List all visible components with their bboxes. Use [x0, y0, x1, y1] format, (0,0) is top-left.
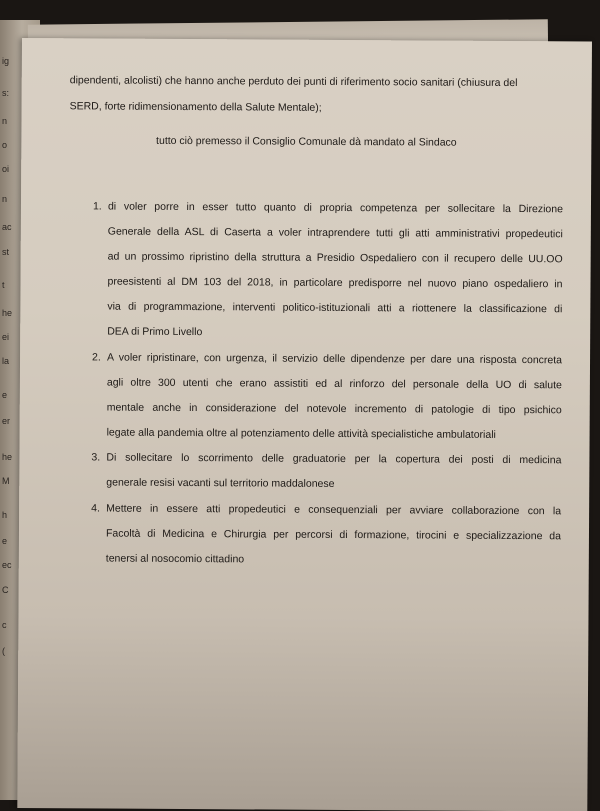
item-line: Generale della ASL di Caserta a voler intraprendere tutti gli atti amministrativi propedeutici: [107, 225, 563, 241]
background-text-fragment: o: [2, 140, 8, 150]
background-text-fragment: C: [2, 585, 9, 595]
item-line: A voler ripristinare, con urgenza, il servizio delle dipendenze per dare una risposta concreta: [107, 351, 563, 367]
item-line: agli oltre 300 utenti che erano assistiti ed al rinforzo del personale della UO di salute: [106, 376, 562, 392]
item-line: generale resisi vacanti sul territorio maddalonese: [106, 476, 335, 490]
background-text-fragment: n: [2, 116, 8, 126]
background-text-fragment: er: [2, 416, 11, 426]
premise-line: tutto ciò premesso il Consiglio Comunale dà mandato al Sindaco: [156, 134, 457, 149]
background-text-fragment: la: [2, 356, 10, 366]
background-text-fragment: he: [2, 452, 13, 462]
item-line: Facoltà di Medicina e Chirurgia per percorsi di formazione, tirocini e specializzazione da: [105, 527, 562, 543]
background-text-fragment: e: [2, 390, 8, 400]
item-number: 2.: [92, 351, 101, 364]
item-line: Di sollecitare lo scorrimento delle graduatorie per la copertura dei posti di medicina: [106, 451, 562, 467]
intro-line: SERD, forte ridimensionamento della Salute Mentale);: [69, 100, 322, 114]
background-text-fragment: h: [2, 510, 8, 520]
background-text-fragment: ig: [2, 56, 10, 66]
background-text-fragment: s:: [2, 88, 10, 98]
item-line: di voler porre in esser tutto quanto di propria competenza per sollecitare la Direzione: [107, 200, 564, 216]
item-number: 1.: [92, 200, 102, 213]
background-text-fragment: ei: [2, 332, 10, 342]
item-line: via di programmazione, interventi politico-istituzionali atti a riottenere la classificazione di: [107, 300, 563, 316]
item-line: DEA di Primo Livello: [107, 325, 203, 339]
item-line: Mettere in essere atti propedeutici e consequenziali per avviare collaborazione con la: [106, 502, 562, 518]
intro-line: dipendenti, alcolisti) che hanno anche perduto dei punti di riferimento socio sanitari (chiusura del: [69, 74, 518, 90]
background-text-fragment: (: [2, 646, 5, 656]
background-text-fragment: n: [2, 194, 8, 204]
item-number: 4.: [91, 502, 100, 515]
document-page: [17, 38, 592, 811]
background-text-fragment: t: [2, 280, 5, 290]
background-text-fragment: M: [2, 476, 10, 486]
background-text-fragment: oi: [2, 164, 10, 174]
background-text-fragment: ac: [2, 222, 12, 232]
item-line: ad un prossimo ripristino della struttura a Presidio Ospedaliero con il recupero delle UU.OO: [107, 250, 563, 266]
item-line: legate alla pandemia oltre al potenziamento delle attività specialistiche ambulatoriali: [106, 426, 496, 441]
background-text-fragment: ec: [2, 560, 12, 570]
background-text-fragment: c: [2, 620, 7, 630]
item-number: 3.: [91, 451, 101, 464]
background-text-fragment: st: [2, 247, 10, 257]
background-text-fragment: he: [2, 308, 13, 318]
item-line: tenersi al nosocomio cittadino: [105, 552, 245, 566]
background-text-fragment: e: [2, 536, 8, 546]
item-line: mentale anche in considerazione del notevole incremento di patologie di tipo psichico: [106, 401, 562, 417]
item-line: preesistenti al DM 103 del 2018, in particolare predisporre nel nuovo piano ospedaliero in: [107, 275, 563, 291]
